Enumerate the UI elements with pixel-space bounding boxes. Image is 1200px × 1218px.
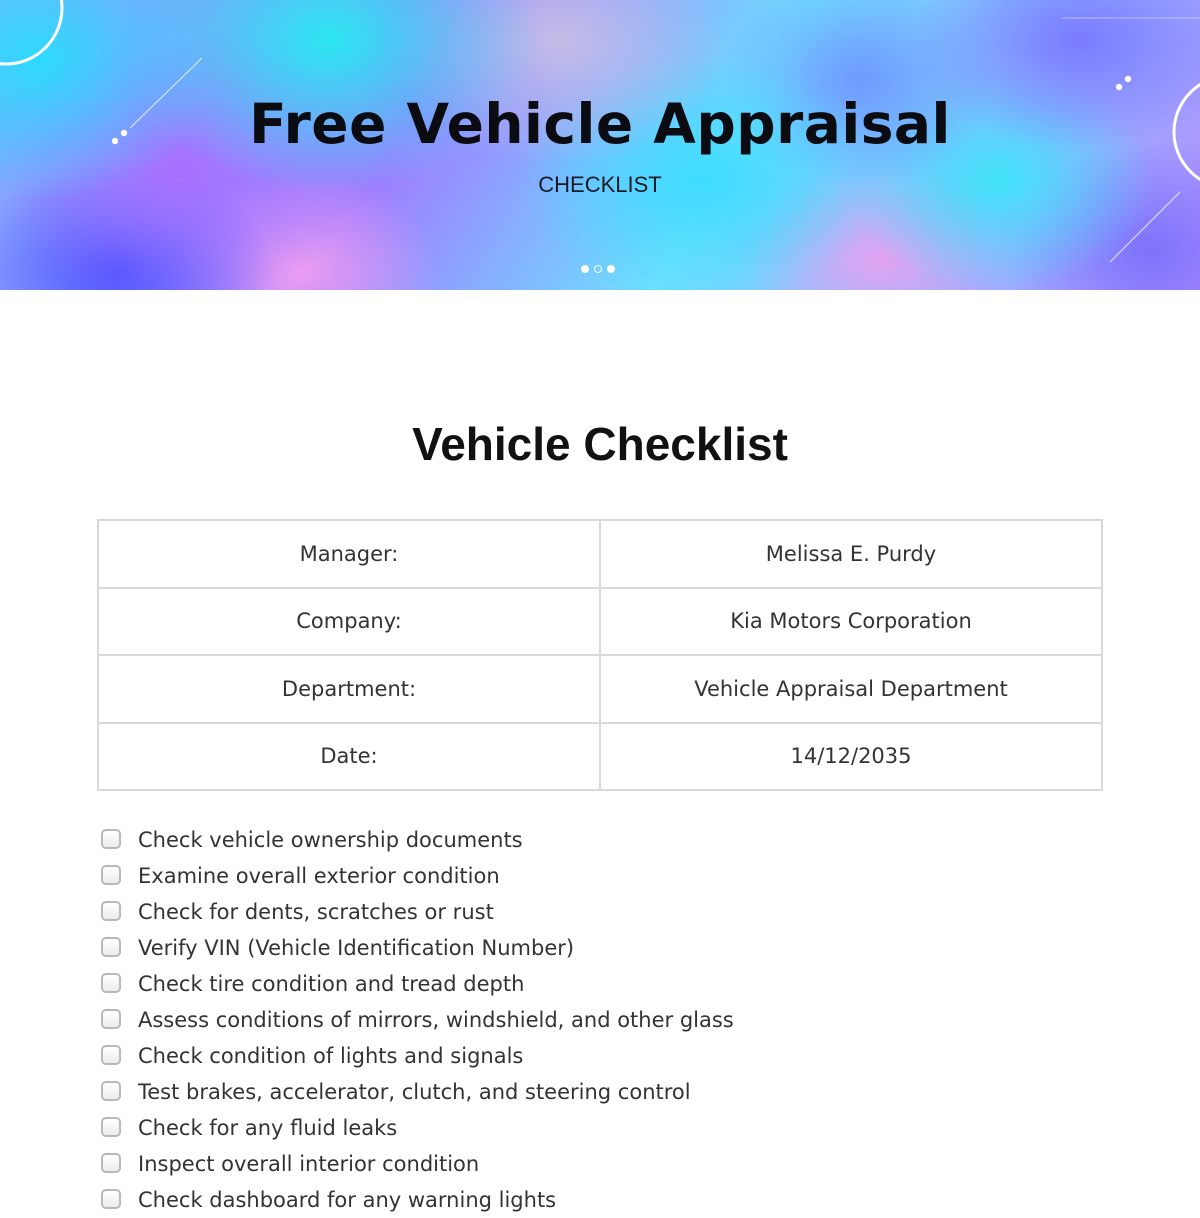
checklist-item [101,1182,1101,1218]
checkbox[interactable] [101,1153,121,1173]
checkbox[interactable] [101,1189,121,1209]
company-value: Kia Motors Corporation [600,588,1102,656]
checkbox[interactable] [101,1009,121,1029]
date-label: Date: [98,723,600,791]
decor-line-right [1110,192,1180,262]
checklist-item-label: Test brakes, accelerator, clutch, and steering control [138,1080,691,1104]
checklist-item-label: Assess conditions of mirrors, windshield, and other glass [138,1008,734,1032]
pager-dots [581,265,615,273]
table-row [98,723,1102,791]
checklist-item [101,894,1101,930]
checklist-item-label: Check condition of lights and signals [138,1044,524,1068]
table-row [98,520,1102,588]
checklist-item-label: Check dashboard for any warning lights [138,1188,557,1212]
banner-title: Free Vehicle Appraisal [249,92,951,156]
checklist-item-label: Check vehicle ownership documents [138,828,523,852]
checklist-item [101,966,1101,1002]
pager-dot[interactable] [581,265,589,273]
checklist-item [101,1038,1101,1074]
checklist-item-label: Inspect overall interior condition [138,1152,480,1176]
checklist-item [101,1146,1101,1182]
checkbox[interactable] [101,901,121,921]
pager-dot[interactable] [607,265,615,273]
department-value: Vehicle Appraisal Department [600,655,1102,723]
info-table [97,519,1103,791]
table-row [98,655,1102,723]
manager-value: Melissa E. Purdy [600,520,1102,588]
section-title: Vehicle Checklist [412,418,788,470]
checkbox[interactable] [101,829,121,849]
checklist-item-label: Verify VIN (Vehicle Identification Number) [138,936,575,960]
checkbox[interactable] [101,1081,121,1101]
date-value: 14/12/2035 [600,723,1102,791]
decor-ring-left [0,0,62,64]
checkbox[interactable] [101,865,121,885]
company-label: Company: [98,588,600,656]
pager-dot-active[interactable] [594,265,602,273]
checklist-item [101,1002,1101,1038]
checkbox[interactable] [101,1117,121,1137]
checklist-item-label: Check for any fluid leaks [138,1116,398,1140]
banner-subtitle: CHECKLIST [538,172,662,197]
checklist-item [101,930,1101,966]
checklist-item-label: Check for dents, scratches or rust [138,900,494,924]
checklist-item [101,1110,1101,1146]
decor-dot [1116,84,1122,90]
checkbox[interactable] [101,973,121,993]
checklist-item [101,1074,1101,1110]
checklist-item-label: Examine overall exterior condition [138,864,500,888]
manager-label: Manager: [98,520,600,588]
checklist-item-label: Check tire condition and tread depth [138,972,525,996]
vehicle-checklist [101,822,1101,1218]
checkbox[interactable] [101,1045,121,1065]
checklist-item [101,822,1101,858]
decor-dot [1125,76,1131,82]
department-label: Department: [98,655,600,723]
table-row [98,588,1102,656]
hero-banner [0,0,1200,290]
checkbox[interactable] [101,937,121,957]
checklist-item [101,858,1101,894]
